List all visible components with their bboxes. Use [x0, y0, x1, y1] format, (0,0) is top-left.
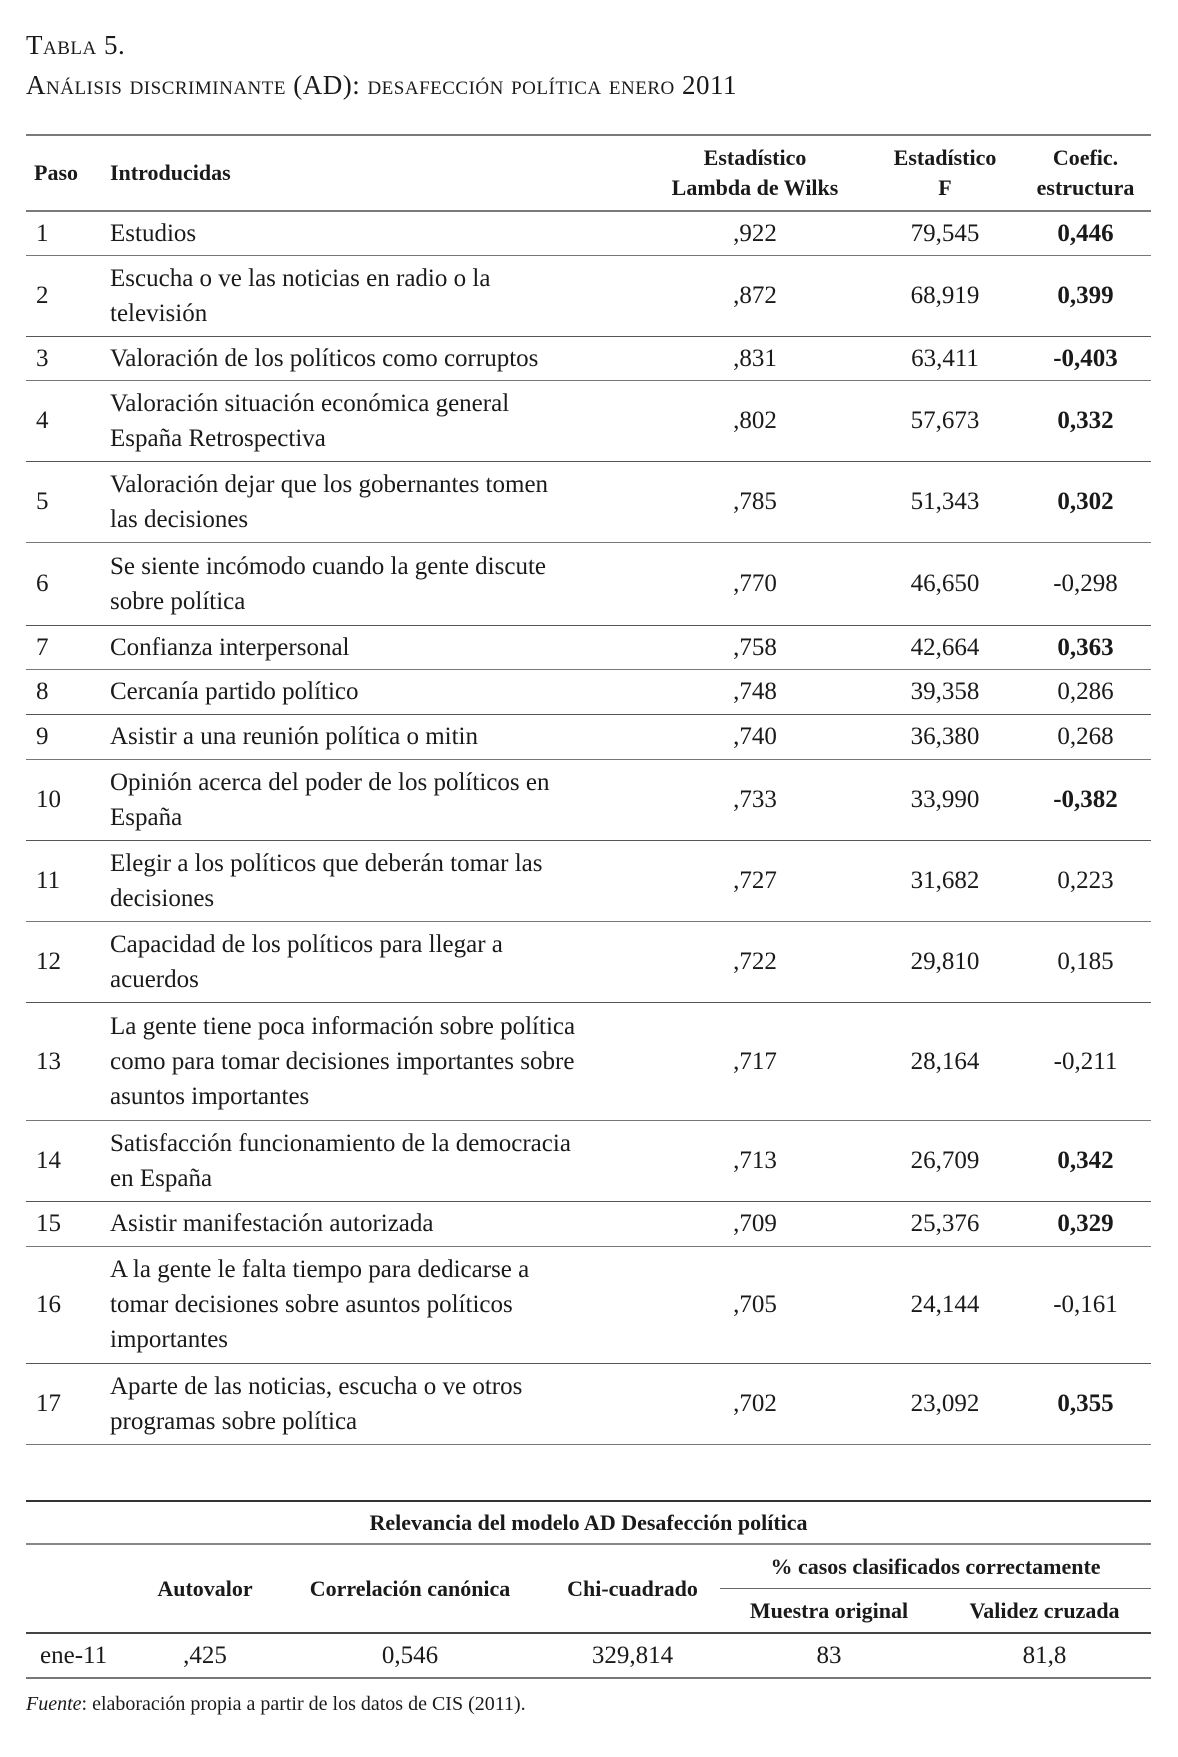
cell-paso: 16: [26, 1246, 110, 1363]
header-lambda: [640, 135, 870, 211]
table-row: [26, 542, 1151, 625]
value-correlacion: 0,546: [275, 1633, 545, 1678]
cell-lambda: ,785: [640, 461, 870, 542]
cell-paso: 1: [26, 211, 110, 255]
table-row: [26, 336, 1151, 380]
table-row: [26, 1363, 1151, 1444]
cell-f: 57,673: [870, 380, 1020, 461]
cell-paso: 6: [26, 542, 110, 625]
cell-f: 39,358: [870, 669, 1020, 714]
cell-lambda: ,740: [640, 714, 870, 759]
value-validez: 81,8: [938, 1633, 1151, 1678]
cell-f: 36,380: [870, 714, 1020, 759]
cell-introducidas: Capacidad de los políticos para llegar a acuerdos: [110, 921, 640, 1002]
value-autovalor: ,425: [135, 1633, 275, 1678]
cell-f: 79,545: [870, 211, 1020, 255]
cell-f: 33,990: [870, 759, 1020, 840]
cell-paso: 4: [26, 380, 110, 461]
cell-paso: 8: [26, 669, 110, 714]
cell-coef: -0,161: [1020, 1246, 1151, 1363]
cell-introducidas: Asistir manifestación autorizada: [110, 1201, 640, 1246]
header-introducidas: Introducidas: [110, 135, 640, 211]
cell-coef: -0,382: [1020, 759, 1151, 840]
cell-coef: 0,363: [1020, 625, 1151, 669]
cell-paso: 5: [26, 461, 110, 542]
model-header-row-1: [26, 1544, 1151, 1589]
cell-introducidas: Aparte de las noticias, escucha o ve otros programas sobre política: [110, 1363, 640, 1444]
header-autovalor: Autovalor: [135, 1544, 275, 1633]
table-row: [26, 211, 1151, 255]
header-f-line1: Estadístico: [893, 145, 997, 170]
discriminant-analysis-table: [26, 134, 1151, 1445]
cell-introducidas: Valoración de los políticos como corruptos: [110, 336, 640, 380]
value-chi: 329,814: [545, 1633, 720, 1678]
header-row: [26, 135, 1151, 211]
table-row: [26, 461, 1151, 542]
model-title: Relevancia del modelo AD Desafección política: [26, 1501, 1151, 1544]
cell-introducidas: La gente tiene poca información sobre política como para tomar decisiones importantes sobre asuntos importantes: [110, 1002, 640, 1120]
cell-coef: 0,332: [1020, 380, 1151, 461]
cell-paso: 17: [26, 1363, 110, 1444]
table-row: [26, 759, 1151, 840]
header-f: [870, 135, 1020, 211]
table-row: [26, 255, 1151, 336]
table-row: [26, 921, 1151, 1002]
cell-coef: 0,286: [1020, 669, 1151, 714]
cell-f: 24,144: [870, 1246, 1020, 1363]
cell-lambda: ,702: [640, 1363, 870, 1444]
cell-paso: 2: [26, 255, 110, 336]
source-footnote: [26, 1693, 526, 1716]
cell-coef: -0,211: [1020, 1002, 1151, 1120]
cell-coef: 0,329: [1020, 1201, 1151, 1246]
model-title-row: [26, 1501, 1151, 1544]
cell-lambda: ,802: [640, 380, 870, 461]
cell-paso: 13: [26, 1002, 110, 1120]
cell-f: 25,376: [870, 1201, 1020, 1246]
cell-coef: 0,446: [1020, 211, 1151, 255]
cell-lambda: ,872: [640, 255, 870, 336]
cell-paso: 10: [26, 759, 110, 840]
header-paso: Paso: [26, 135, 110, 211]
cell-f: 63,411: [870, 336, 1020, 380]
cell-paso: 12: [26, 921, 110, 1002]
cell-lambda: ,831: [640, 336, 870, 380]
cell-paso: 14: [26, 1120, 110, 1201]
model-relevance-table: [26, 1500, 1151, 1679]
cell-f: 23,092: [870, 1363, 1020, 1444]
cell-f: 29,810: [870, 921, 1020, 1002]
cell-lambda: ,748: [640, 669, 870, 714]
table-row: [26, 1002, 1151, 1120]
cell-coef: 0,223: [1020, 840, 1151, 921]
header-coef-line2: estructura: [1036, 175, 1135, 200]
cell-lambda: ,705: [640, 1246, 870, 1363]
cell-coef: 0,399: [1020, 255, 1151, 336]
header-muestra: Muestra original: [720, 1589, 938, 1634]
header-correlacion: Correlación canónica: [275, 1544, 545, 1633]
cell-f: 26,709: [870, 1120, 1020, 1201]
cell-introducidas: Escucha o ve las noticias en radio o la televisión: [110, 255, 640, 336]
table-row: [26, 1201, 1151, 1246]
cell-lambda: ,709: [640, 1201, 870, 1246]
cell-lambda: ,770: [640, 542, 870, 625]
header-validez: Validez cruzada: [938, 1589, 1151, 1634]
cell-introducidas: Valoración situación económica general España Retrospectiva: [110, 380, 640, 461]
cell-introducidas: Asistir a una reunión política o mitin: [110, 714, 640, 759]
header-lambda-line2: Lambda de Wilks: [671, 175, 839, 200]
table-row: [26, 380, 1151, 461]
table-row: [26, 840, 1151, 921]
cell-f: 46,650: [870, 542, 1020, 625]
header-coef: [1020, 135, 1151, 211]
cell-coef: 0,302: [1020, 461, 1151, 542]
cell-coef: 0,185: [1020, 921, 1151, 1002]
cell-paso: 15: [26, 1201, 110, 1246]
footnote-text: : elaboración propia a partir de los datos de CIS (2011).: [81, 1693, 526, 1715]
cell-paso: 3: [26, 336, 110, 380]
table-row: [26, 1120, 1151, 1201]
cell-introducidas: Cercanía partido político: [110, 669, 640, 714]
table-title: Análisis discriminante (AD): desafección política enero 2011: [26, 70, 737, 100]
cell-lambda: ,722: [640, 921, 870, 1002]
header-chi: Chi-cuadrado: [545, 1544, 720, 1633]
cell-f: 28,164: [870, 1002, 1020, 1120]
cell-f: 68,919: [870, 255, 1020, 336]
table-row: [26, 625, 1151, 669]
cell-paso: 11: [26, 840, 110, 921]
cell-f: 31,682: [870, 840, 1020, 921]
cell-introducidas: Confianza interpersonal: [110, 625, 640, 669]
cell-introducidas: A la gente le falta tiempo para dedicarse a tomar decisiones sobre asuntos políticos importantes: [110, 1246, 640, 1363]
cell-coef: -0,403: [1020, 336, 1151, 380]
cell-introducidas: Se siente incómodo cuando la gente discute sobre política: [110, 542, 640, 625]
model-data-row: [26, 1633, 1151, 1678]
footnote-label: Fuente: [26, 1693, 82, 1715]
cell-coef: 0,268: [1020, 714, 1151, 759]
cell-lambda: ,922: [640, 211, 870, 255]
cell-coef: 0,355: [1020, 1363, 1151, 1444]
cell-paso: 7: [26, 625, 110, 669]
cell-introducidas: Valoración dejar que los gobernantes tomen las decisiones: [110, 461, 640, 542]
header-coef-line1: Coefic.: [1052, 145, 1119, 170]
cell-lambda: ,727: [640, 840, 870, 921]
cell-introducidas: Elegir a los políticos que deberán tomar las decisiones: [110, 840, 640, 921]
cell-lambda: ,758: [640, 625, 870, 669]
cell-lambda: ,717: [640, 1002, 870, 1120]
cell-f: 51,343: [870, 461, 1020, 542]
cell-paso: 9: [26, 714, 110, 759]
cell-coef: -0,298: [1020, 542, 1151, 625]
table-row: [26, 714, 1151, 759]
table-row: [26, 1246, 1151, 1363]
cell-coef: 0,342: [1020, 1120, 1151, 1201]
header-f-line2: F: [938, 175, 952, 200]
value-muestra: 83: [720, 1633, 938, 1678]
table-row: [26, 669, 1151, 714]
cell-introducidas: Estudios: [110, 211, 640, 255]
table-label: Tabla 5.: [26, 30, 126, 60]
header-empty: [26, 1544, 135, 1633]
cell-introducidas: Opinión acerca del poder de los políticos en España: [110, 759, 640, 840]
row-label: ene-11: [26, 1633, 135, 1678]
cell-lambda: ,713: [640, 1120, 870, 1201]
header-pct-group: % casos clasificados correctamente: [720, 1544, 1151, 1589]
cell-f: 42,664: [870, 625, 1020, 669]
cell-introducidas: Satisfacción funcionamiento de la democracia en España: [110, 1120, 640, 1201]
header-lambda-line1: Estadístico: [703, 145, 807, 170]
cell-lambda: ,733: [640, 759, 870, 840]
